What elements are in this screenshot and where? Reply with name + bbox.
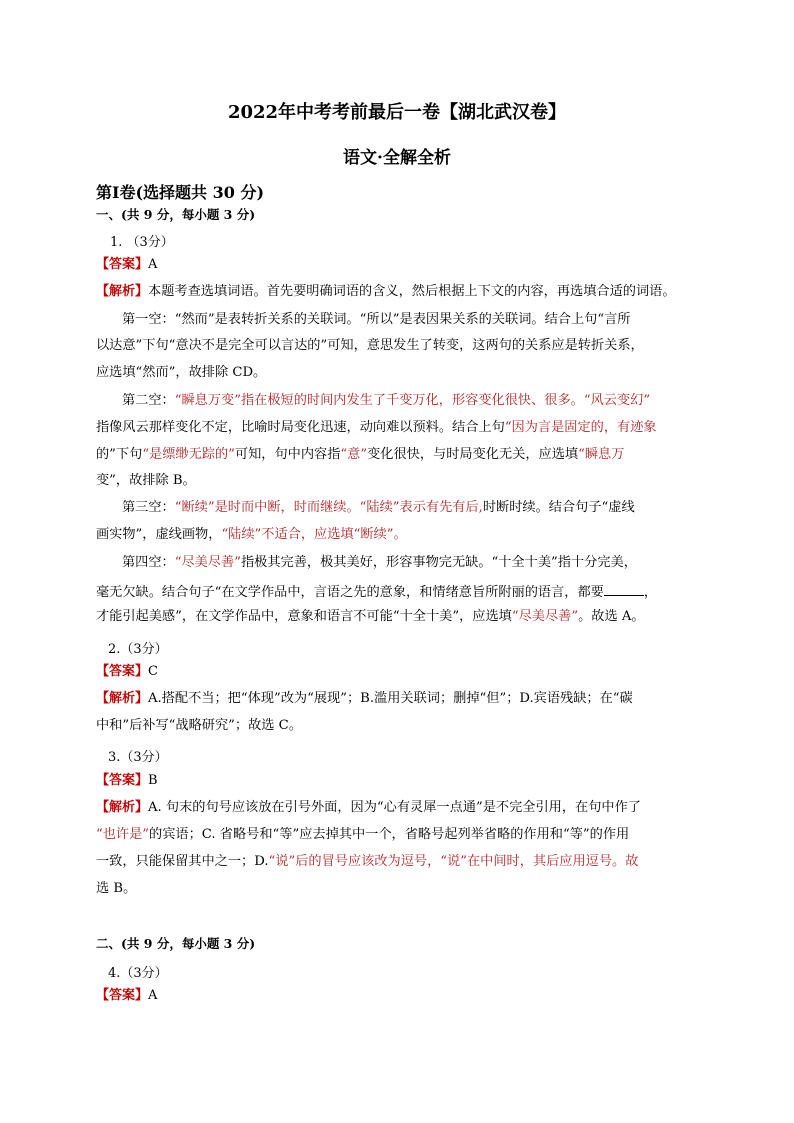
paragraph-line	[96, 421, 657, 434]
answer-line	[96, 258, 157, 271]
answer-tag: 【答案】	[96, 988, 149, 1003]
highlighted-text: “说”后的冒号应该改为逗号，“说”在中间时，其后应用逗号。故	[268, 854, 639, 869]
text-span: 变化很快，与时局变化无关，应选填	[367, 447, 579, 462]
text-span: 。故选 A。	[578, 609, 645, 624]
text-span: 毫无欠缺。结合句子“在文学作品中，言语之先的意象，和情绪意旨所附丽的语言，都要	[96, 585, 604, 600]
paragraph-line	[122, 501, 635, 514]
answer-value: B	[148, 773, 158, 788]
text-span: 的”下句	[96, 447, 143, 462]
paragraph-line: 选 B。	[96, 881, 137, 896]
text-span: ，	[643, 585, 658, 600]
highlighted-text: “也许是”	[96, 827, 150, 842]
paragraph-line: 变”，故排除 B。	[96, 473, 196, 488]
document-subtitle: 语文·全解全析	[343, 148, 451, 168]
text-span: 可知，句中内容指	[234, 447, 341, 462]
question-number: 2.（3分）	[108, 642, 168, 657]
answer-value: A	[148, 257, 158, 272]
paragraph-line: 中和”后补写“战略研究”；故选 C。	[96, 718, 302, 733]
question-number: 3.（3分）	[108, 750, 168, 765]
analysis-text: A.搭配不当；把“体现”改为“展现”；B.滥用关联词；删掉“但”；D.宾语残缺；在“碳	[148, 691, 633, 706]
highlighted-text: “瞬息万变”指在极短的时间内发生了千变万化，形容变化很快、很多。“风云变幻”	[174, 393, 651, 408]
analysis-text: A. 句末的句号应该放在引号外面，因为“心有灵犀一点通”是不完全引用，在句中作了	[148, 800, 641, 815]
document-title: 2022年中考考前最后一卷【湖北武汉卷】	[227, 102, 567, 123]
section-heading-2: 二、(共 9 分，每小题 3 分)	[96, 936, 256, 951]
paragraph-line: 第一空：“然而”是表转折关系的关联词。“所以”是表因果关系的关联词。结合上句“言所	[122, 312, 631, 327]
text-span: 的宾语；C. 省略号和“等”应去掉其中一个，省略号起列举省略的作用和“等”的作用	[149, 827, 630, 842]
answer-tag: 【答案】	[96, 257, 149, 272]
highlighted-text: “断续”是时而中断，时而继续。“陆续”表示有先有后,	[174, 500, 483, 515]
analysis-tag: 【解析】	[96, 691, 149, 706]
text-span: 第四空：	[122, 555, 175, 570]
answer-tag: 【答案】	[96, 773, 149, 788]
text-span: 指极其完善，极其美好，形容事物完无缺。“十全十美”指十分完美，	[240, 555, 637, 570]
paragraph-line: 以达意”下句“意决不是完全可以言达的”可知，意思发生了转变，这两句的关系应是转折关系，	[96, 338, 644, 353]
question-number: 4.（3分）	[108, 966, 168, 981]
highlighted-text: “尽美尽善”	[511, 609, 579, 624]
text-span: 一致，只能保留其中之一；D.	[96, 854, 269, 869]
text-span: 指像风云那样变化不定，比喻时局变化迅速，动向难以预料。结合上句	[96, 420, 505, 435]
analysis-line	[96, 285, 676, 298]
answer-tag: 【答案】	[96, 664, 149, 679]
paragraph-line	[122, 556, 637, 569]
highlighted-text: “是缥缈无踪的”	[142, 447, 235, 462]
paragraph-line	[96, 528, 407, 541]
analysis-tag: 【解析】	[96, 800, 149, 815]
analysis-text: 本题考查选填词语。首先要明确词语的含义，然后根据上下文的内容，再选填合适的词语。	[148, 284, 676, 299]
paragraph-line	[96, 583, 657, 599]
fill-blank	[604, 583, 644, 596]
paragraph-line	[96, 855, 638, 868]
paragraph-line	[96, 610, 645, 623]
text-span: 时断时续。结合句子“虚线	[482, 500, 635, 515]
paragraph-line	[122, 394, 650, 407]
answer-line	[96, 989, 157, 1002]
section-heading-1: 一、(共 9 分，每小题 3 分)	[96, 207, 256, 222]
text-span: 第三空：	[122, 500, 175, 515]
paragraph-line	[96, 828, 629, 841]
highlighted-text: “陆续”不适合，应选填“断续”。	[221, 527, 407, 542]
paragraph-line	[96, 448, 624, 461]
text-span: 才能引起美感”，在文学作品中，意象和语言不可能“十全十美”，应选填	[96, 609, 512, 624]
highlighted-text: “尽美尽善”	[174, 555, 241, 570]
analysis-line	[96, 692, 633, 705]
highlighted-text: “意”	[340, 447, 368, 462]
paragraph-line: 应选填“然而”，故排除 CD。	[96, 365, 267, 380]
analysis-line	[96, 801, 641, 814]
text-span: 画实物”，虚线画物，	[96, 527, 222, 542]
answer-line	[96, 665, 158, 678]
part-heading: 第Ⅰ卷(选择题共 30 分)	[96, 183, 265, 202]
answer-value: A	[148, 988, 158, 1003]
answer-value: C	[148, 664, 158, 679]
highlighted-text: “瞬息万	[578, 447, 625, 462]
text-span: 第二空：	[122, 393, 175, 408]
analysis-tag: 【解析】	[96, 284, 149, 299]
highlighted-text: “因为言是固定的，有迹象	[504, 420, 657, 435]
question-number: 1. （3分）	[110, 235, 174, 250]
answer-line	[96, 774, 158, 787]
